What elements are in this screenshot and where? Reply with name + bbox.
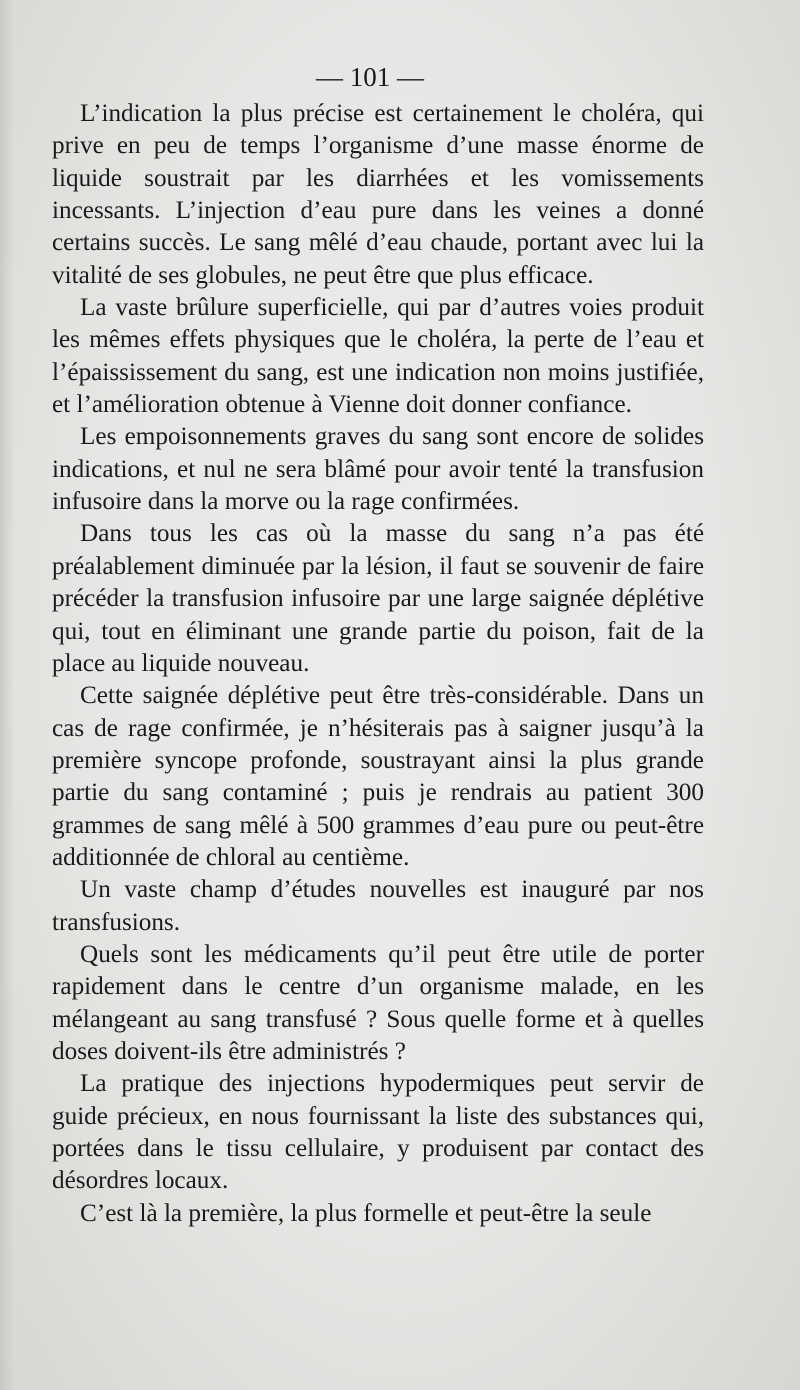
paragraph-saignee-prealable: Dans tous les cas où la masse du sang n’a pas été préalablement diminuée par la lésion, il faut se souvenir de faire précéder la transfusion infusoire par une large saignée déplétive qui, tout en éliminant une grande partie du poison, fait de la place au liquide nouveau.: [52, 520, 704, 677]
paragraph-premiere: C’est là la première, la plus formelle et peut-être la seule: [80, 1199, 652, 1227]
paragraph-champ-etudes: Un vaste champ d’études nouvelles est inauguré par nos transfusions.: [52, 876, 704, 936]
paragraph-injections: La pratique des injections hypodermiques peut servir de guide précieux, en nous fournissant la liste des substances qui, portées dans le tissu cellulaire, y produisent par contact des désordres locaux.: [52, 1070, 704, 1195]
paragraph-medicaments: Quels sont les médicaments qu’il peut être utile de porter rapidement dans le centre d’un organisme malade, en les mélangeant au sang transfusé ? Sous quelle forme et à quelles doses doivent-ils être administrés ?: [52, 940, 704, 1065]
paragraph-saignee-depletive: Cette saignée déplétive peut être très-considérable. Dans un cas de rage confirmée, je n’hésiterais pas à saigner jusqu’à la première syncope profonde, soustrayant ainsi la plus grande partie du sang contaminé ; puis je rendrais au patient 300 grammes de sang mêlé à 500 grammes d’eau pure ou peut-être additionnée de chloral au centième.: [52, 682, 704, 871]
page-edge-shadow: [0, 0, 14, 1390]
paragraph-brulure: La vaste brûlure superficielle, qui par d’autres voies produit les mêmes effets physiques que le choléra, la perte de l’eau et l’épaississement du sang, est une indication non moins justifiée, et l’amélioration obtenue à Vienne doit donner confiance.: [52, 294, 704, 419]
paragraph-empoisonnements: Les empoisonnements graves du sang sont encore de solides indications, et nul ne sera blâmé pour avoir tenté la transfusion infusoire dans la morve ou la rage confirmées.: [52, 423, 704, 516]
paragraph-cholera: L’indication la plus précise est certainement le choléra, qui prive en peu de temps l’organisme d’une masse énorme de liquide soustrait par les diarrhées et les vomissements incessants. L’injection d’eau pure dans les veines a donné certains succès. Le sang mêlé d’eau chaude, portant avec lui la vitalité de ses globules, ne peut être que plus efficace.: [52, 100, 704, 289]
page-number: — 101 —: [316, 62, 424, 92]
body-text: [52, 98, 704, 1230]
